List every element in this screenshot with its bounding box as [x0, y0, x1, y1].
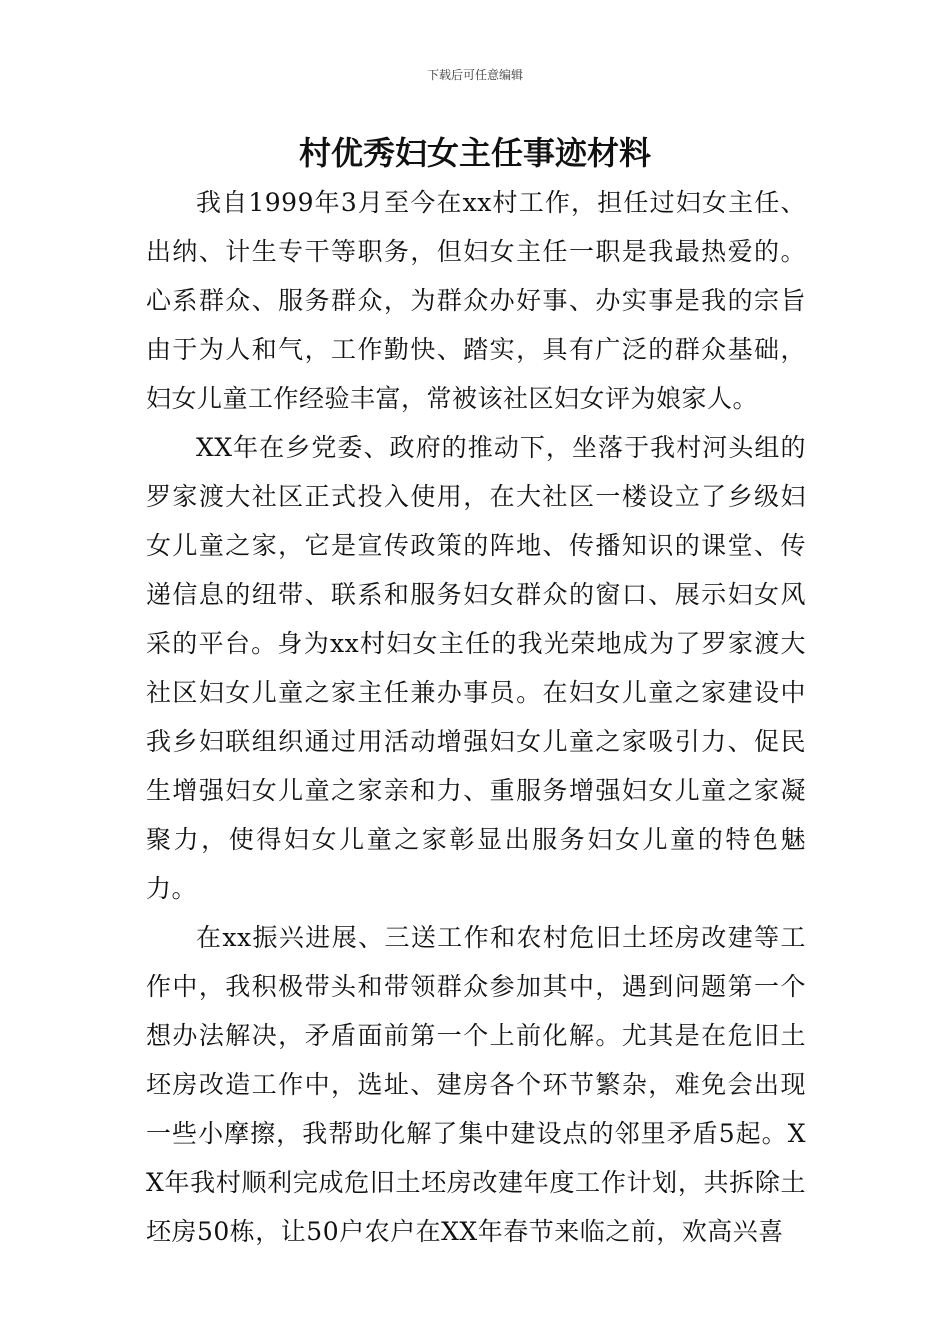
- document-title: 村优秀妇女主任事迹材料: [298, 134, 651, 172]
- header-note: 下载后可任意编辑: [426, 68, 523, 82]
- document-body: [146, 178, 806, 1256]
- paragraph-2: XX年在乡党委、政府的推动下，坐落于我村河头组的罗家渡大社区正式投入使用，在大社区一楼设立了乡级妇女儿童之家，它是宣传政策的阵地、传播知识的课堂、传递信息的纽带、联系和服务妇女群众的窗口、展示妇女风采的平台。身为xx村妇女主任的我光荣地成为了罗家渡大社区妇女儿童之家主任兼办事员。在妇女儿童之家建设中我乡妇联组织通过用活动增强妇女儿童之家吸引力、促民生增强妇女儿童之家亲和力、重服务增强妇女儿童之家凝聚力，使得妇女儿童之家彰显出服务妇女儿童的特色魅力。: [146, 433, 806, 903]
- paragraph-1: 我自1999年3月至今在xx村工作，担任过妇女主任、出纳、计生专干等职务，但妇女主任一职是我最热爱的。心系群众、服务群众，为群众办好事、办实事是我的宗旨由于为人和气，工作勤快、踏实，具有广泛的群众基础，妇女儿童工作经验丰富，常被该社区妇女评为娘家人。: [146, 188, 806, 413]
- paragraph-3: 在xx振兴进展、三送工作和农村危旧土坯房改建等工作中，我积极带头和带领群众参加其中，遇到问题第一个想办法解决，矛盾面前第一个上前化解。尤其是在危旧土坯房改造工作中，选址、建房各个环节繁杂，难免会出现一些小摩擦，我帮助化解了集中建设点的邻里矛盾5起。XX年我村顺利完成危旧土坯房改建年度工作计划，共拆除土坯房50栋，让50户农户在XX年春节来临之前，欢高兴喜: [146, 923, 806, 1246]
